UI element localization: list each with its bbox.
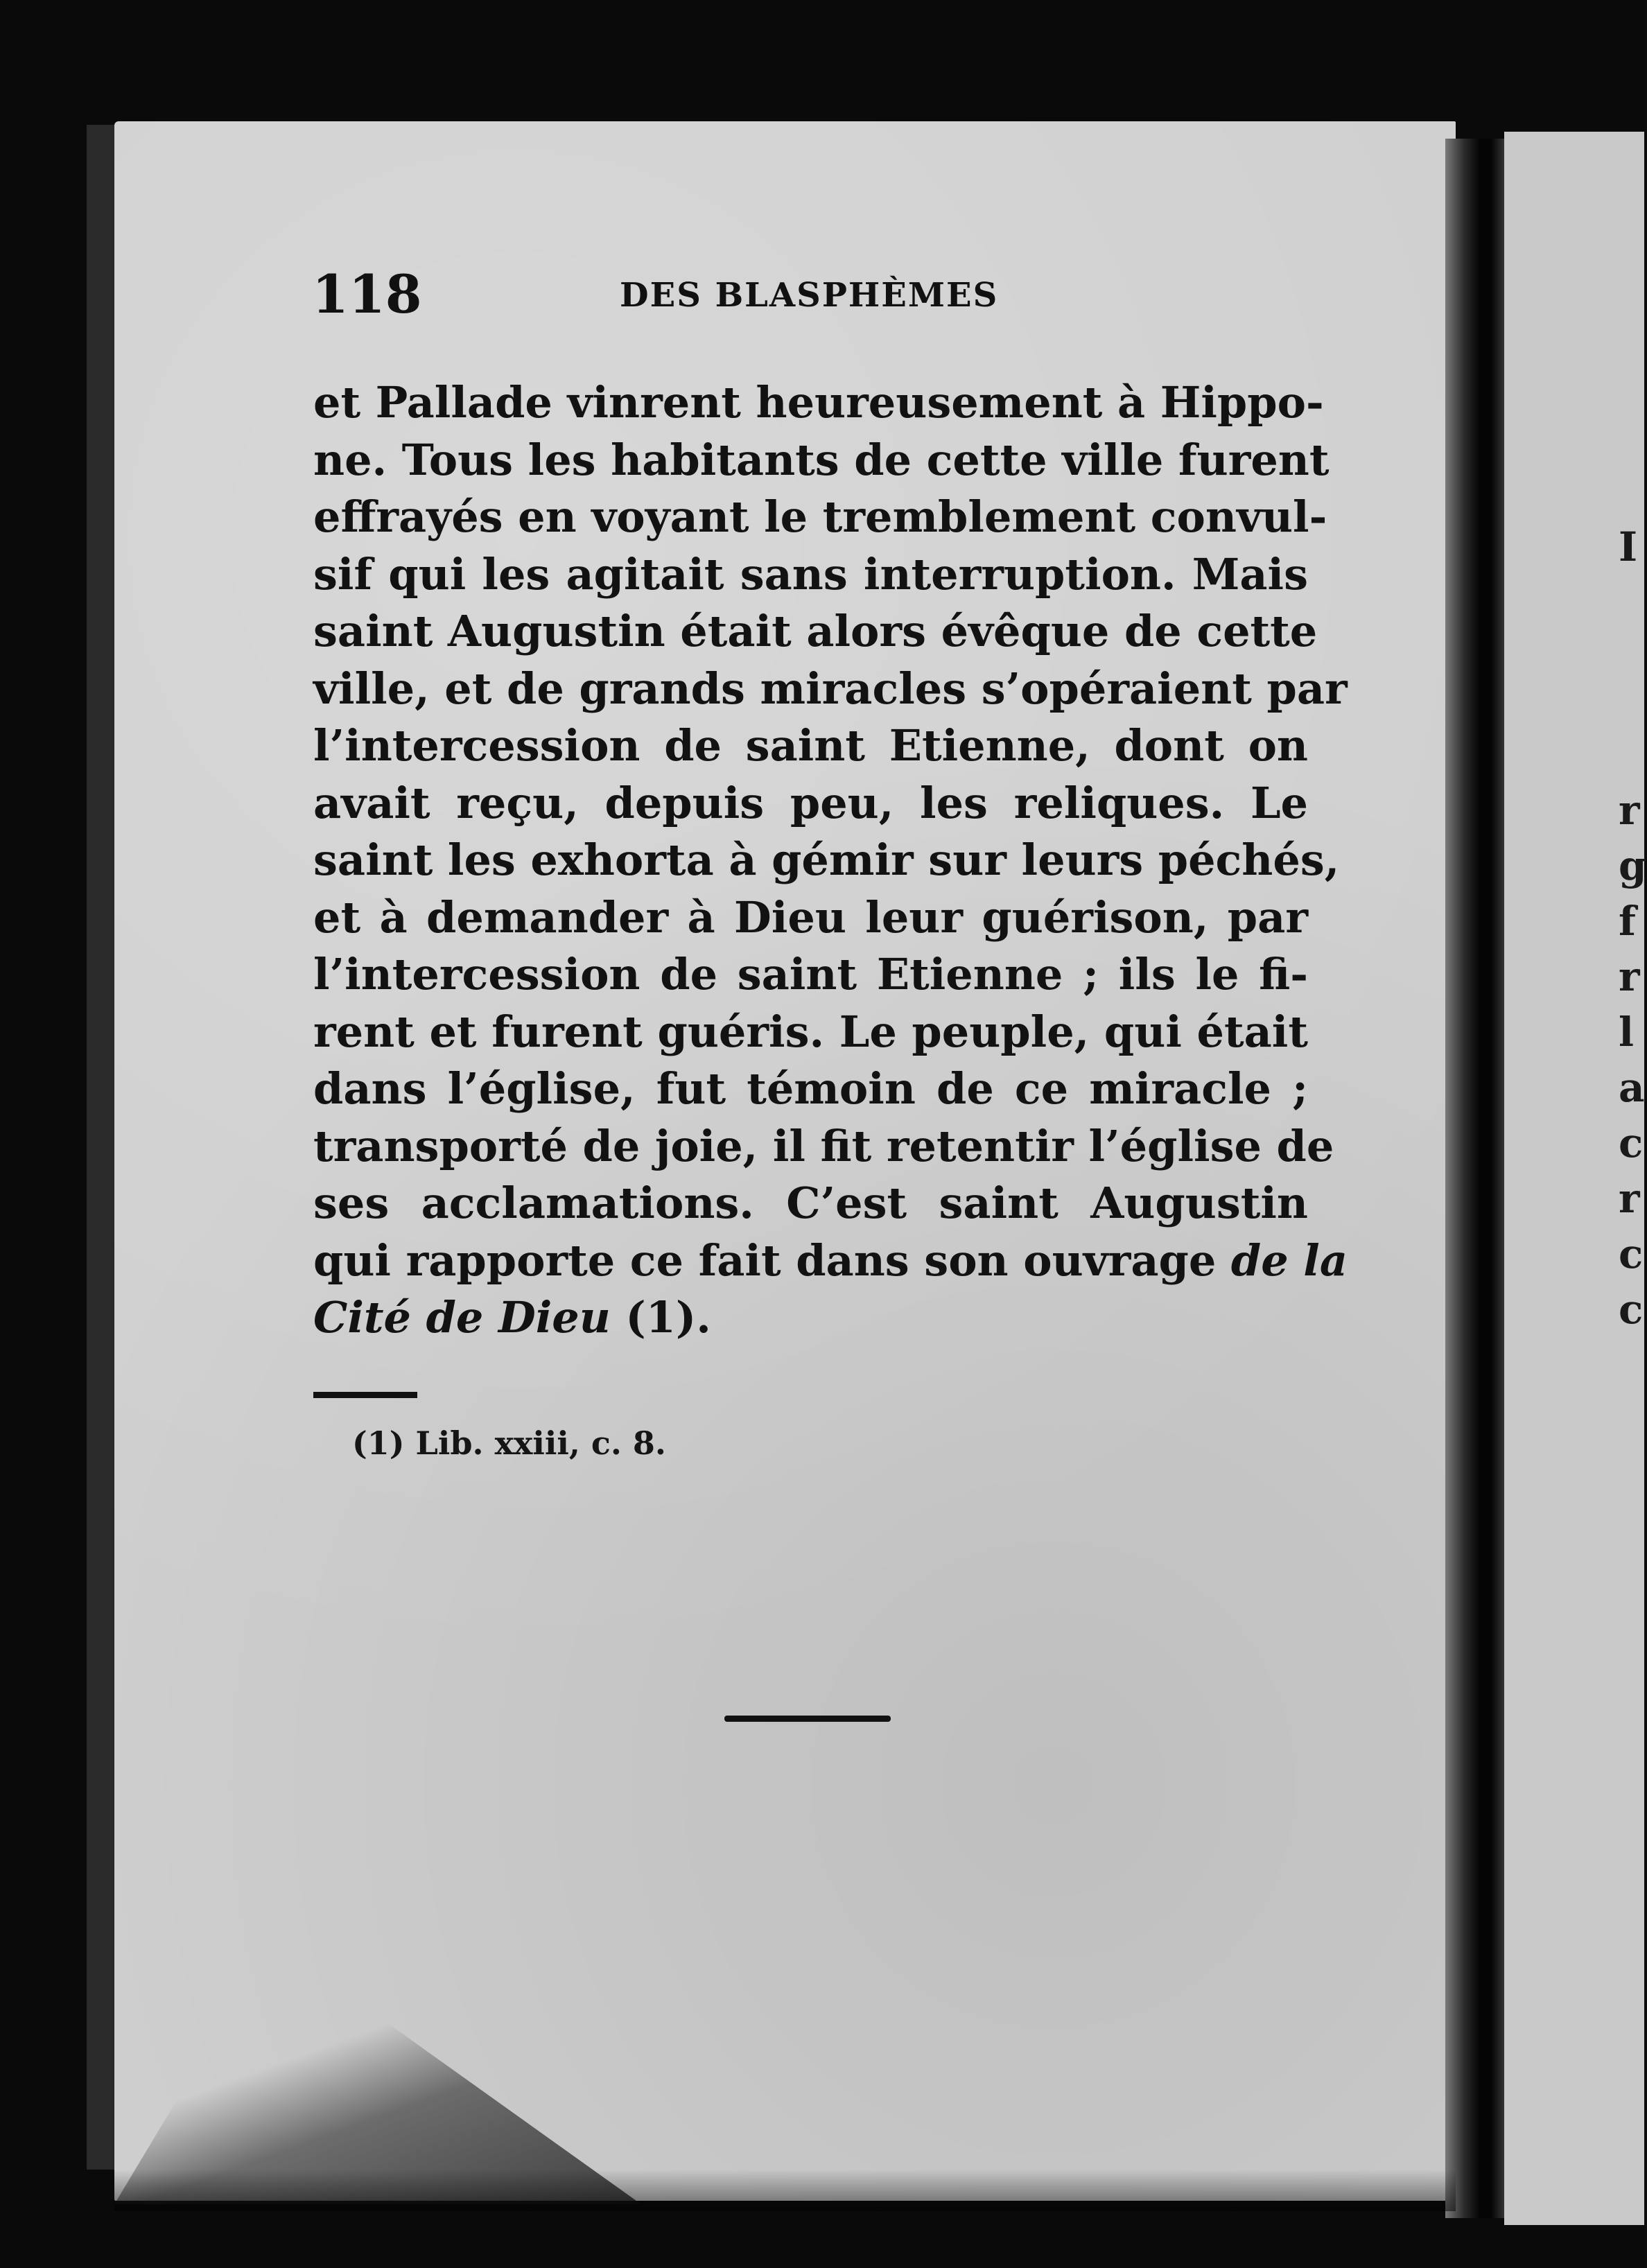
right-page-glyph: c [1619,1286,1644,1333]
right-page-glyph: r [1619,787,1640,834]
text-line: avait reçu, depuis peu, les reliques. Le [313,777,1308,828]
right-page-glyph: r [1619,1175,1640,1222]
right-page-glyph: r [1619,953,1640,1000]
text-line: effrayés en voyant le tremblement convul- [313,491,1327,542]
left-page-edge [87,125,118,2170]
text-line [313,1232,1348,1290]
text-line [313,1289,1308,1347]
work-title-italic: de la [1230,1235,1348,1286]
right-page-glyph: l [1619,1009,1635,1056]
footnote: (1) Lib. xxiii, c. 8. [352,1424,666,1462]
right-page-glyph: c [1619,1119,1644,1167]
right-page-glyph: g [1619,842,1647,889]
work-title-italic: Cité de Dieu [313,1292,611,1343]
text-line: rent et furent guéris. Le peuple, qui était [313,1006,1308,1057]
text-line: ses acclamations. C’est saint Augustin [313,1178,1308,1228]
right-page-glyph: a [1619,1064,1645,1111]
footnote-reference: (1). [610,1292,711,1343]
right-page-glyph: I [1619,523,1638,570]
text-line: et à demander à Dieu leur guérison, par [313,891,1308,943]
page-bottom-shadow [114,2170,1456,2211]
text-line: l’intercession de saint Etienne ; ils le fi- [313,949,1308,1000]
text-line: transporté de joie, il fit retentir l’église de [313,1120,1334,1171]
text-line: saint Augustin était alors évêque de cette [313,606,1318,656]
text-line: l’intercession de saint Etienne, dont on [313,720,1308,771]
text-line: ne. Tous les habitants de cette ville furent [313,434,1330,485]
right-page-glyph: c [1619,1230,1644,1277]
text-line: saint les exhorta à gémir sur leurs péchés, [313,835,1340,885]
right-page-glyph: f [1619,898,1636,945]
text-line: dans l’église, fut témoin de ce miracle ; [313,1063,1308,1114]
end-of-chapter-rule [724,1716,891,1722]
running-title: DES BLASPHÈMES [620,276,999,315]
text-line: et Pallade vinrent heureusement à Hippo- [313,377,1324,428]
text-line: sif qui les agitait sans interruption. Mais [313,548,1308,600]
page-number: 118 [312,263,422,325]
body-text [313,374,1348,1347]
footnote-rule [313,1392,417,1398]
text-line-prefix: qui rapporte ce fait dans son ouvrage [313,1235,1231,1286]
text-line: ville, et de grands miracles s’opéraient par [313,663,1348,714]
page-header [312,263,1352,326]
